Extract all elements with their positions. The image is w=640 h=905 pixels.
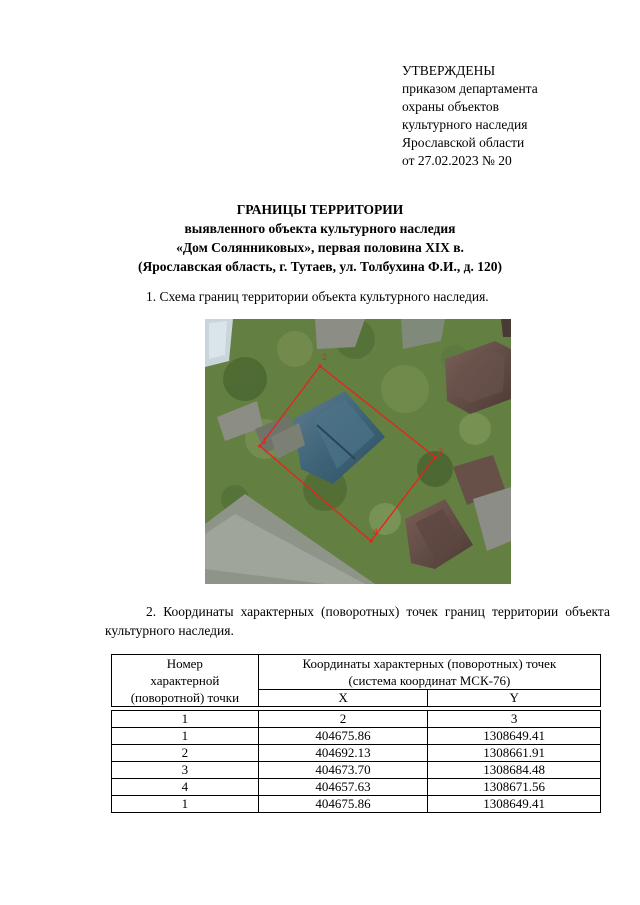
header-coordinates: Координаты характерных (поворотных) точек (система координат МСК-76) bbox=[258, 655, 600, 690]
table-row: 1 404675.86 1308649.41 bbox=[112, 728, 601, 745]
table-row: 4 404657.63 1308671.56 bbox=[112, 779, 601, 796]
point-label-2: 2 bbox=[322, 352, 328, 362]
approval-line: Ярославской области bbox=[402, 135, 525, 150]
approval-line: УТВЕРЖДЕНЫ bbox=[402, 63, 496, 78]
map-image bbox=[205, 319, 511, 584]
point-label-3: 3 bbox=[438, 447, 444, 457]
table-row: 1 404675.86 1308649.41 bbox=[112, 796, 601, 813]
table-row: 2 404692.13 1308661.91 bbox=[112, 745, 601, 762]
point-label-4: 4 bbox=[373, 527, 379, 537]
boundary-map bbox=[205, 319, 511, 584]
header-x: X bbox=[258, 690, 428, 707]
approval-line: приказом департамента bbox=[402, 81, 538, 96]
point-label-1: 1 bbox=[262, 436, 268, 446]
title-line: (Ярославская область, г. Тутаев, ул. Толбухина Ф.И., д. 120) bbox=[138, 259, 502, 274]
approval-block bbox=[402, 62, 632, 170]
section-2-text bbox=[105, 602, 610, 640]
approval-line: культурного наследия bbox=[402, 117, 528, 132]
header-y: Y bbox=[428, 690, 601, 707]
title-line: ГРАНИЦЫ ТЕРРИТОРИИ bbox=[236, 202, 404, 217]
title-line: «Дом Солянниковых», первая половина XIX в. bbox=[176, 240, 464, 255]
document-title bbox=[0, 200, 640, 276]
table-row: 3 404673.70 1308684.48 bbox=[112, 762, 601, 779]
approval-line: от 27.02.2023 № 20 bbox=[402, 153, 512, 168]
header-point-number: Номер характерной (поворотной) точки bbox=[112, 655, 259, 707]
coordinates-table bbox=[111, 654, 601, 813]
section-2-content: 2. Координаты характерных (поворотных) точек границ территории объекта культурного наследия. bbox=[105, 604, 610, 638]
column-number-row: 1 2 3 bbox=[112, 711, 601, 728]
approval-line: охраны объектов bbox=[402, 99, 500, 114]
section-1-text: 1. Схема границ территории объекта культурного наследия. bbox=[146, 289, 489, 304]
title-line: выявленного объекта культурного наследия bbox=[184, 221, 456, 236]
